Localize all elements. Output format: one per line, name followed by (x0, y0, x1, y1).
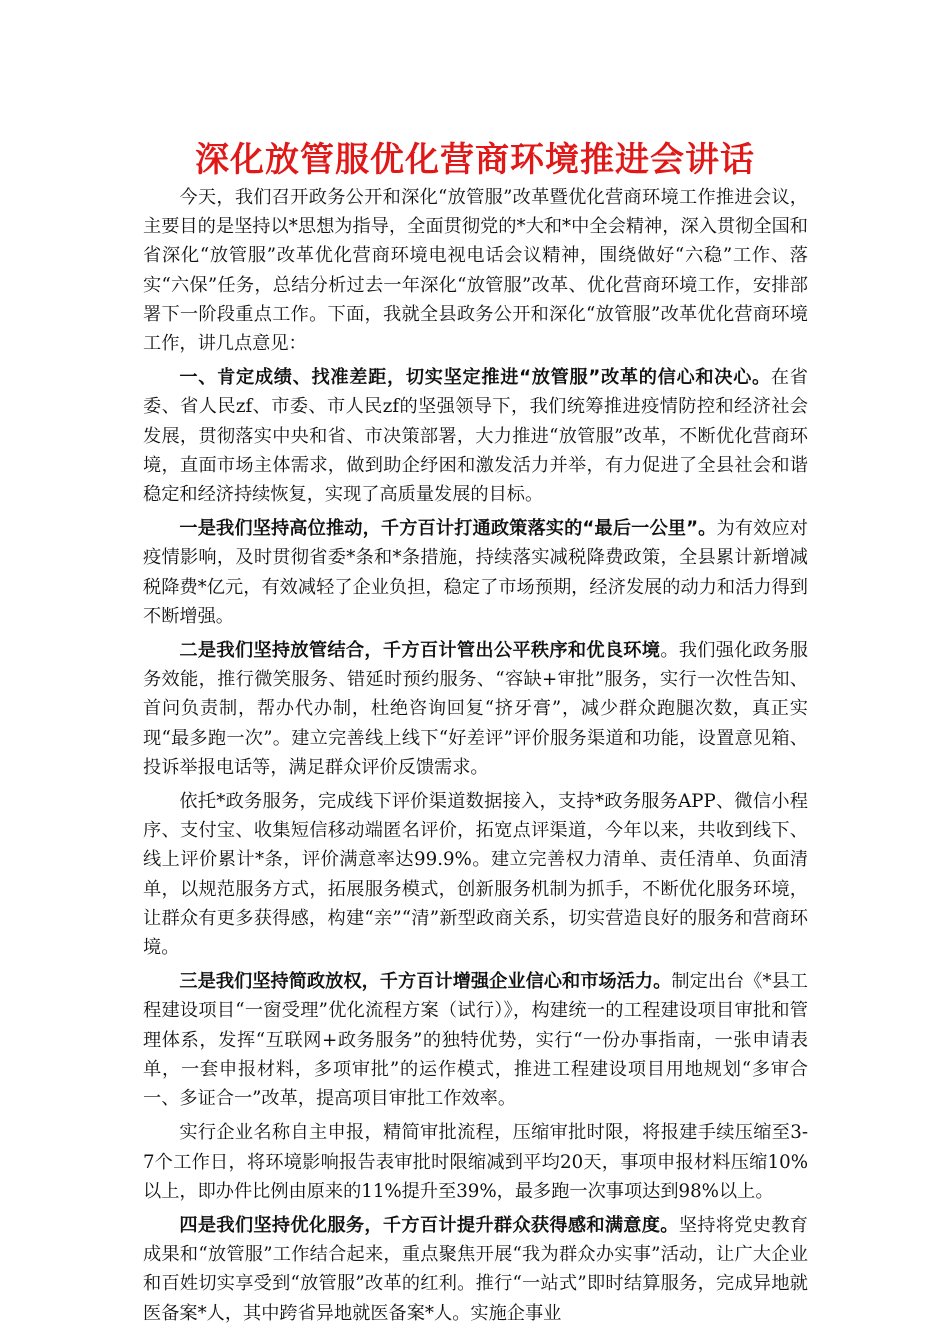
paragraph-section-1 (143, 363, 808, 509)
paragraph-point-3 (143, 967, 808, 1113)
paragraph-lead: 一是我们坚持高位推动，千方百计打通政策落实的“最后一公里”。 (179, 518, 717, 540)
paragraph-text: 坚持将党史教育成果和“放管服”工作结合起来，重点聚焦开展“我为群众办实事”活动，让广大企业和百姓切实享受到“放管服”改革的红利。推行“一站式”即时结算服务，完成异地就医备案*人，其中跨省异地就医备案*人。实施企事业 (143, 1214, 808, 1324)
paragraph-intro (143, 183, 808, 358)
paragraph-point-3-detail (143, 1118, 808, 1206)
paragraph-lead: 二是我们坚持放管结合，千方百计管出公平秩序和优良环境 (179, 640, 661, 662)
paragraph-text: 。我们强化政务服务效能，推行微笑服务、错延时预约服务、“容缺+审批”服务，实行一次性告知、首问负责制，帮办代办制，杜绝咨询回复“挤牙膏”，减少群众跑腿次数，真正实现“最多跑一次”。建立完善线上线下“好差评”评价服务渠道和功能，设置意见箱、投诉举报电话等，满足群众评价反馈需求。 (143, 640, 808, 778)
paragraph-text: 依托*政务服务，完成线下评价渠道数据接入，支持*政务服务APP、微信小程序、支付宝、收集短信移动端匿名评价，拓宽点评渠道，今年以来，共收到线下、线上评价累计*条，评价满意率达99.9%。建立完善权力清单、责任清单、负面清单，以规范服务方式，拓展服务模式，创新服务机制为抓手，不断优化服务环境，让群众有更多获得感，构建“亲”“清”新型政商关系，切实营造良好的服务和营商环境。 (143, 791, 808, 959)
paragraph-text: 为有效应对疫情影响，及时贯彻省委*条和*条措施，持续落实减税降费政策，全县累计新增减税降费*亿元，有效减轻了企业负担，稳定了市场预期，经济发展的动力和活力得到不断增强。 (143, 518, 808, 627)
paragraph-point-2-detail (143, 787, 808, 962)
paragraph-lead: 四是我们坚持优化服务，千方百计提升群众获得感和满意度。 (179, 1214, 679, 1236)
paragraph-text: 今天，我们召开政务公开和深化“放管服”改革暨优化营商环境工作推进会议，主要目的是坚持以*思想为指导，全面贯彻党的*大和*中全会精神，深入贯彻全国和省深化“放管服”改革优化营商环境电视电话会议精神，围绕做好“六稳”工作、落实“六保”任务，总结分析过去一年深化“放管服”改革、优化营商环境工作，安排部署下一阶段重点工作。下面，我就全县政务公开和深化“放管服”改革优化营商环境工作，讲几点意见： (143, 187, 808, 355)
paragraph-point-1 (143, 514, 808, 631)
paragraph-lead: 三是我们坚持简政放权，千方百计增强企业信心和市场活力。 (179, 971, 672, 993)
paragraph-lead: 一、肯定成绩、找准差距，切实坚定推进“放管服”改革的信心和决心。 (179, 367, 771, 389)
paragraph-point-4 (143, 1211, 808, 1328)
document-body (143, 183, 808, 1328)
document-title: 深化放管服优化营商环境推进会讲话 (195, 140, 755, 180)
paragraph-text: 在省委、省人民zf、市委、市人民zf的坚强领导下，我们统筹推进疫情防控和经济社会发展，贯彻落实中央和省、市决策部署，大力推进“放管服”改革，不断优化营商环境，直面市场主体需求，做到助企纾困和激发活力并举，有力促进了全县社会和谐稳定和经济持续恢复，实现了高质量发展的目标。 (143, 367, 808, 506)
paragraph-point-2 (143, 636, 808, 782)
paragraph-text: 实行企业名称自主申报，精简审批流程，压缩审批时限，将报建手续压缩至3-7个工作日，将环境影响报告表审批时限缩减到平均20天，事项申报材料压缩10%以上，即办件比例由原来的11%提升至39%，最多跑一次事项达到98%以上。 (143, 1122, 808, 1202)
paragraph-text: 制定出台《*县工程建设项目“一窗受理”优化流程方案（试行）》，构建统一的工程建设项目审批和管理体系，发挥“互联网+政务服务”的独特优势，实行“一份办事指南，一张申请表单，一套申报材料，多项审批”的运作模式，推进工程建设项目用地规划“多审合一、多证合一”改革，提高项目审批工作效率。 (143, 971, 808, 1110)
